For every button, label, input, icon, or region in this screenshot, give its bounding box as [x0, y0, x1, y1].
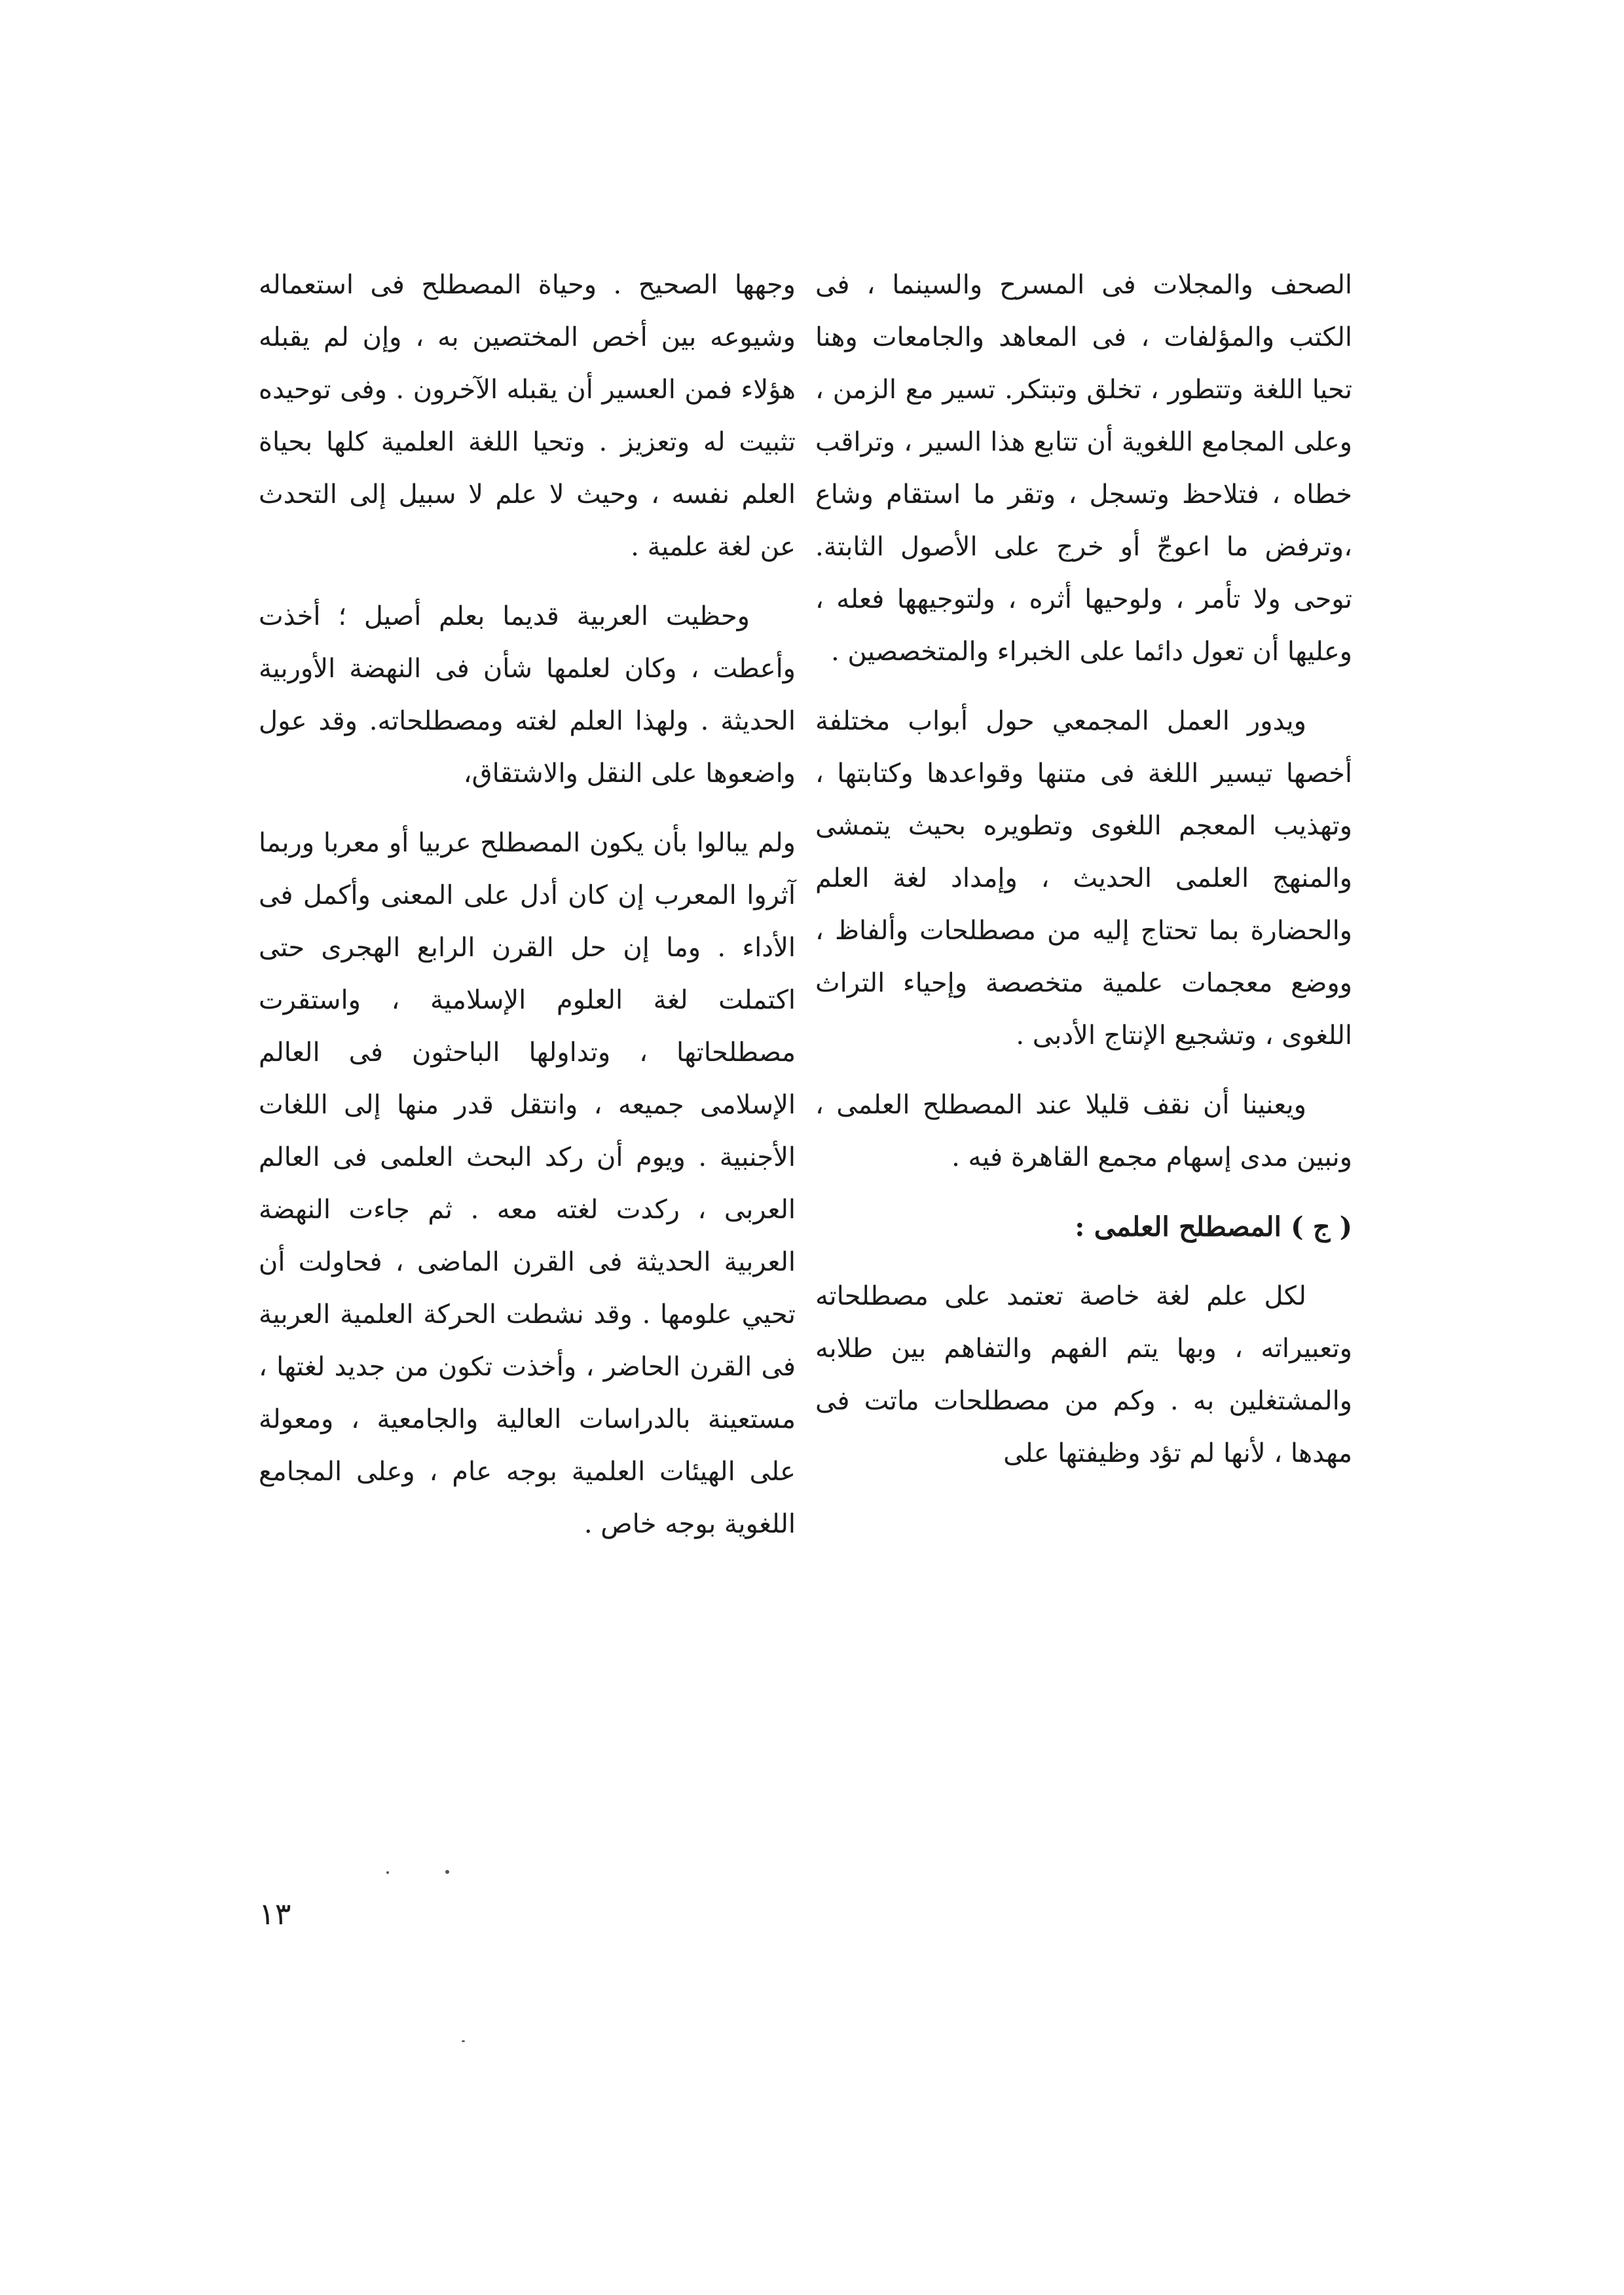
left-column: [259, 259, 796, 1550]
page-number: ١٣: [259, 1896, 291, 1931]
right-paragraph-1: الصحف والمجلات فى المسرح والسينما ، فى الكتب والمؤلفات ، فى المعاهد والجامعات وهنا تحيا اللغة وتتطور ، تخلق وتبتكر. تسير مع الزمن ، وعلى المجامع اللغوية أن تتابع هذا السير ، وتراقب خطاه ، فتلاحظ وتسجل ، وتقر ما استقام وشاع ،وترفض ما اعوجّ أو خرج على الأصول الثابتة. توحى ولا تأمر ، ولوحيها أثره ، ولتوجيهها فعله ، وعليها أن تعول دائما على الخبراء والمتخصصين .: [815, 270, 1352, 667]
right-column: [815, 259, 1352, 1480]
section-heading: ( ج ) المصطلح العلمى :: [1075, 1211, 1352, 1242]
scan-speck: [445, 1870, 449, 1874]
scan-speck: [462, 2040, 465, 2042]
right-paragraph-4: لكل علم لغة خاصة تعتمد على مصطلحاته وتعبيراته ، وبها يتم الفهم والتفاهم بين طلابه والمشتغلين به . وكم من مصطلحات ماتت فى مهدها ، لأنها لم تؤد وظيفتها على: [815, 1281, 1352, 1468]
left-paragraph-1: وجهها الصحيح . وحياة المصطلح فى استعماله وشيوعه بين أخص المختصين به ، وإن لم يقبله هؤلاء فمن العسير أن يقبله الآخرون . وفى توحيده تثبيت له وتعزيز . وتحيا اللغة العلمية كلها بحياة العلم نفسه ، وحيث لا علم لا سبيل إلى التحدث عن لغة علمية .: [259, 270, 796, 562]
right-paragraph-3: ويعنينا أن نقف قليلا عند المصطلح العلمى ، ونبين مدى إسهام مجمع القاهرة فيه .: [815, 1090, 1352, 1172]
left-paragraph-3: ولم يبالوا بأن يكون المصطلح عربيا أو معربا وربما آثروا المعرب إن كان أدل على المعنى وأكمل فى الأداء . وما إن حل القرن الرابع الهجرى حتى اكتملت لغة العلوم الإسلامية ، واستقرت مصطلحاتها ، وتداولها الباحثون فى العالم الإسلامى جميعه ، وانتقل قدر منها إلى اللغات الأجنبية . ويوم أن ركد البحث العلمى فى العالم العربى ، ركدت لغته معه . ثم جاءت النهضة العربية الحديثة فى القرن الماضى ، فحاولت أن تحيي علومها . وقد نشطت الحركة العلمية العربية فى القرن الحاضر ، وأخذت تكون من جديد لغتها ، مستعينة بالدراسات العالية والجامعية ، ومعولة على الهيئات العلمية بوجه عام ، وعلى المجامع اللغوية بوجه خاص .: [259, 828, 796, 1539]
right-paragraph-2: ويدور العمل المجمعي حول أبواب مختلفة أخصها تيسير اللغة فى متنها وقواعدها وكتابتها ، وتهذيب المعجم اللغوى وتطويره بحيث يتمشى والمنهج العلمى الحديث ، وإمداد لغة العلم والحضارة بما تحتاج إليه من مصطلحات وألفاظ ، ووضع معجمات علمية متخصصة وإحياء التراث اللغوى ، وتشجيع الإنتاج الأدبى .: [815, 706, 1352, 1051]
scan-speck: [386, 1871, 389, 1874]
left-paragraph-2: وحظيت العربية قديما بعلم أصيل ؛ أخذت وأعطت ، وكان لعلمها شأن فى النهضة الأوربية الحديثة . ولهذا العلم لغته ومصطلحاته. وقد عول واضعوها على النقل والاشتقاق،: [259, 601, 796, 789]
